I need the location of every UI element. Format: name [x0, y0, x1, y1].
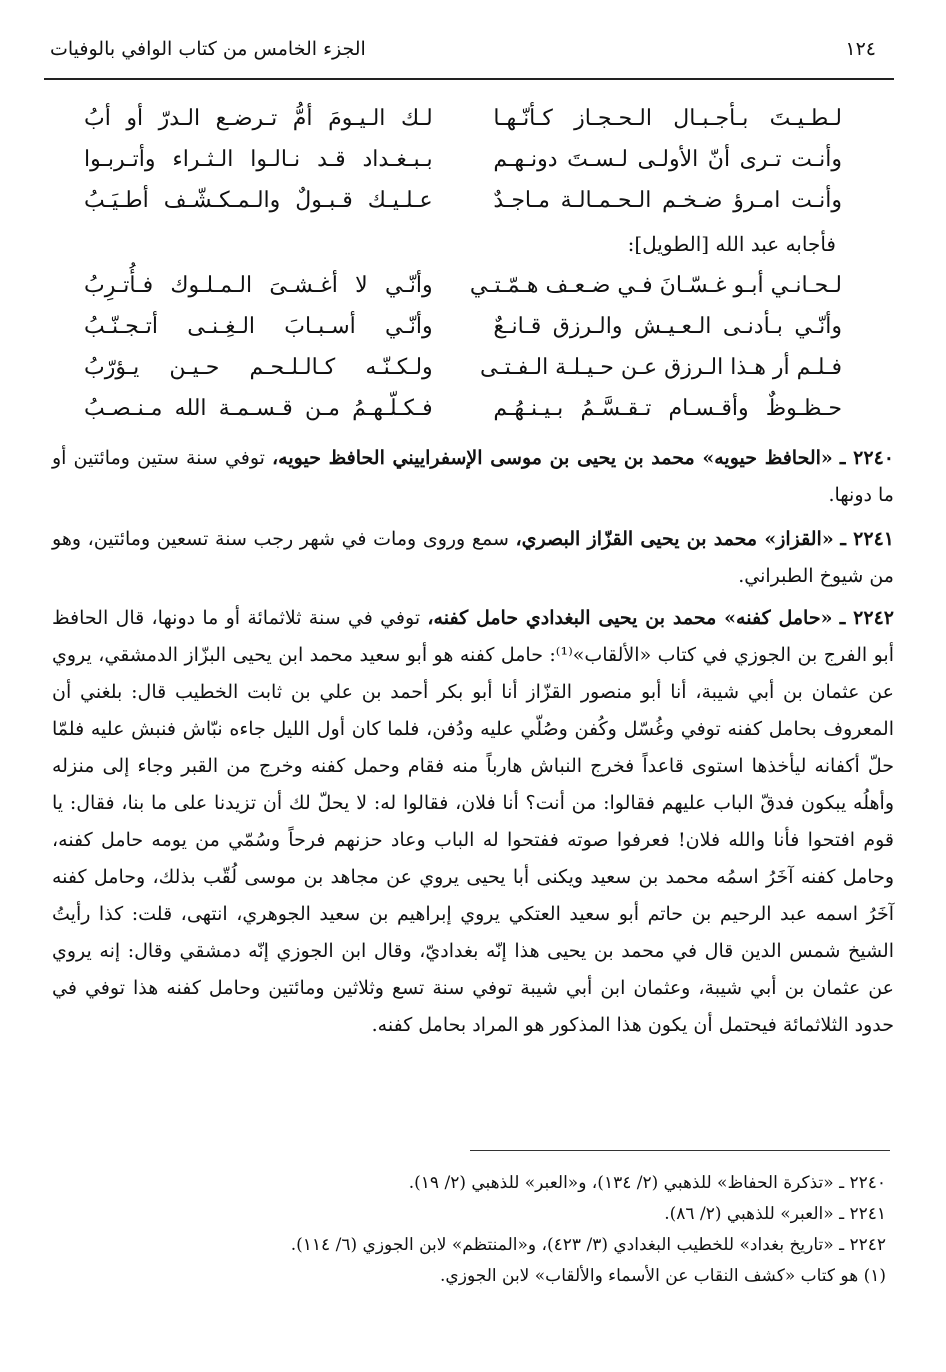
- poem-verse: [84, 139, 842, 180]
- poem-verse: [84, 306, 842, 347]
- footnote: (١) هو كتاب «كشف النقاب عن الأسماء والألقاب» لابن الجوزي.: [440, 1266, 886, 1286]
- entry-text: توفي سنة ستين ومائتين أو ما دونها.: [52, 447, 894, 506]
- entry-number: ٢٢٤١ ـ: [840, 528, 894, 550]
- entry-title: «حامل كفنه» محمد بن يحيى البغدادي حامل كفنه،: [427, 607, 833, 629]
- verse-first-hemistich: لـحـانـي أبـو غـسّـانَ فـي ضـعـف هـمّـتـي: [469, 273, 842, 298]
- header-divider: [44, 78, 894, 80]
- verse-second-hemistich: عـلـيـك قـبـولٌ والـمـكـشّـف أطـيَـبُ: [84, 188, 433, 213]
- entry-2240: [52, 440, 894, 514]
- page-header: [50, 38, 876, 78]
- verse-first-hemistich: فـلـم أر هـذا الـرزق عـن حـيـلـة الـفـتـى: [479, 355, 842, 380]
- poem-verse: [84, 180, 842, 221]
- poem-verse: [84, 388, 842, 429]
- entry-title: «الحافظ حيويه» محمد بن يحيى بن موسى الإسفراييني الحافظ حيويه،: [272, 447, 833, 469]
- poem-verse: [84, 265, 842, 306]
- verse-second-hemistich: لـك الـيـومَ أمُّ تـرضـع الـدرّ أو أبُ: [84, 106, 433, 131]
- verse-first-hemistich: حـظـوظٌ وأقـسـام تـقـسَّـمُ بـيـنـهُـم: [493, 396, 842, 421]
- entry-2242: [52, 600, 894, 1044]
- verse-first-hemistich: وأنّـي بـأدنـى الـعـيـش والـرزق قـانـعٌ: [493, 314, 842, 339]
- footnote: ٢٢٤٠ ـ «تذكرة الحفاظ» للذهبي (٢/ ١٣٤)، و«العبر» للذهبي (٢/ ١٩).: [408, 1173, 886, 1193]
- running-title: الجزء الخامس من كتاب الوافي بالوفيات: [50, 38, 366, 60]
- verse-first-hemistich: وأنـت تـرى أنّ الأولـى لـسـتَ دونـهـم: [493, 147, 842, 172]
- entry-number: ٢٢٤٢ ـ: [839, 607, 894, 629]
- footnotes: [52, 1168, 886, 1292]
- poem-verse: [84, 347, 842, 388]
- poem-intro: فأجابه عبد الله [الطويل]:: [627, 232, 836, 256]
- verse-second-hemistich: وأنّـي لا أغـشـىَ الـمـلـوك فـأُتـرِبُ: [84, 273, 433, 298]
- entry-title: «القزاز» محمد بن يحيى القزّاز البصري،: [515, 528, 834, 550]
- entry-2241: [52, 521, 894, 595]
- footnote: ٢٢٤٢ ـ «تاريخ بغداد» للخطيب البغدادي (٣/ ٤٢٣)، و«المنتظم» لابن الجوزي (٦/ ١١٤).: [290, 1235, 886, 1255]
- verse-first-hemistich: وأنـت امـرؤ ضـخـم الـحـمـالـة مـاجـدٌ: [493, 188, 842, 213]
- entry-text: سمع وروى ومات في شهر رجب سنة تسعين ومائتين، وهو من شيوخ الطبراني.: [52, 528, 894, 587]
- footnote: ٢٢٤١ ـ «العبر» للذهبي (٢/ ٨٦).: [664, 1204, 886, 1224]
- poem-block-1: [84, 98, 842, 221]
- verse-second-hemistich: ولـكـنّـه كـالـلـحـم حـيـن يـؤرّبُ: [84, 355, 433, 380]
- verse-first-hemistich: لـطـيـتَ بـأجـبـال الـحـجـاز كـأنّـهـا: [493, 106, 842, 131]
- entry-text: توفي في سنة ثلاثمائة أو ما دونها، قال الحافظ أبو الفرج بن الجوزي في كتاب «الألقاب»⁽¹⁾: حامل كفنه هو أبو سعيد محمد ابن يحيى البزّاز الدمشقي، يروي عن عثمان بن أبي شيبة، أنا أبو منصور القزّاز أنا أبو بكر أحمد بن علي بن ثابت الخطيب قال: بلغني أن المعروف بحامل كفنه توفي وغُسّل وكُفن وصُلّي عليه ودُفن، فلما كان أول الليل جاءه نبّاش فنبش عليه فلمّا حلّ أكفانه ليأخذها استوى قاعداً فخرج النباش هارباً منه فقام وحمل كفنه وخرج من القبر وجاء إلى منزله وأهلُه يبكون فدقّ الباب عليهم فقالوا: من أنت؟ أنا فلان، فقالوا له: لا يحلّ لك أن تزيدنا على ما بنا، فقال: يا قوم افتحوا فأنا والله فلان! فعرفوا صوته ففتحوا له الباب وعاد حزنهم فرحاً وسُمّي من يومه حامل كفنه، وحامل كفنه آخَرُ اسمُه محمد بن سعيد ويكنى أبا يحيى يروي عن مجاهد بن موسى لُقّب بذلك، وحامل كفنه آخَرُ اسمه عبد الرحيم بن حاتم أبو سعيد العتكي يروي إبراهيم بن سعيد الجوهري، انتهى، قلت: كذا رأيتُ الشيخ شمس الدين قال في محمد بن يحيى هذا إنّه بغداديّ، وقال ابن الجوزي إنّه دمشقي وقال: إنه يروي عن عثمان بن أبي شيبة، وعثمان ابن أبي شيبة توفي سنة تسع وثلاثين ومائتين وحامل كفنه هذا توفي في حدود الثلاثمائة فيحتمل أن يكون هذا المذكور هو المراد بحامل كفنه.: [52, 607, 895, 1036]
- verse-second-hemistich: بـبـغـداد قـد نـالـوا الـثـراء وأتـربـوا: [84, 147, 433, 172]
- poem-verse: [84, 98, 842, 139]
- entry-number: ٢٢٤٠ ـ: [839, 447, 894, 469]
- verse-second-hemistich: فـكـلّـهـمُ مـن قـسـمـة الله مـنـصـبُ: [84, 396, 433, 421]
- verse-second-hemistich: وأنّـي أسـبـابَ الـغِـنـى أتـجـنّـبُ: [84, 314, 433, 339]
- page-number: ١٢٤: [845, 38, 876, 60]
- footnote-divider: [470, 1150, 890, 1151]
- poem-block-2: [84, 265, 842, 429]
